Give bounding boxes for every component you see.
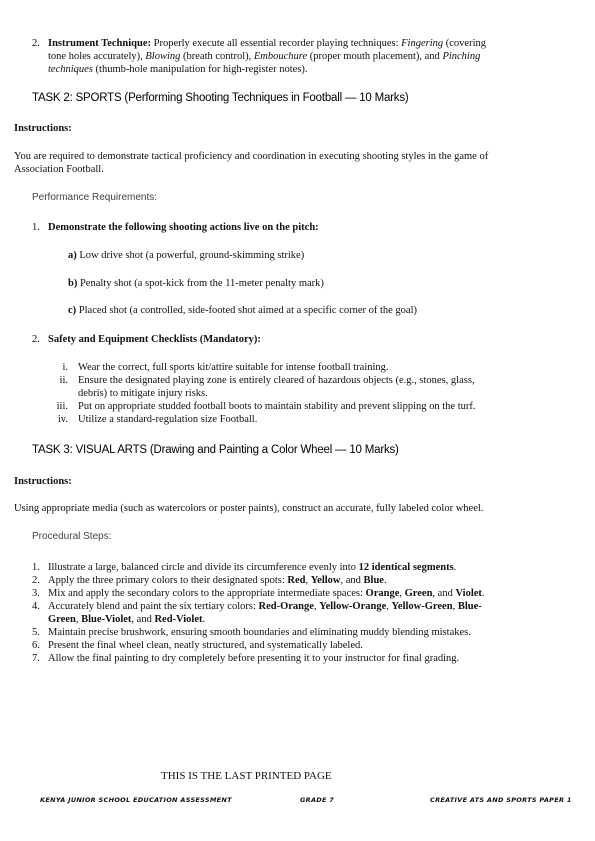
step-text: Illustrate a large, balanced circle and divide its circumference evenly into: [48, 562, 359, 573]
roman-numeral: ii.: [59, 375, 68, 386]
procedural-steps-label: Procedural Steps:: [32, 531, 112, 542]
step-text: .: [453, 562, 457, 573]
step-text: ,: [386, 601, 392, 612]
step-text: , and: [340, 575, 364, 586]
step-item: [32, 652, 567, 665]
color-name: Violet: [455, 588, 482, 599]
footer-right: CREATIVE ATS AND SPORTS PAPER 1: [430, 796, 572, 804]
color-name: Yellow: [310, 575, 341, 586]
item-term: Blowing: [145, 51, 181, 62]
performance-requirements-label: Performance Requirements:: [32, 192, 158, 203]
step-text: .: [383, 575, 387, 586]
safety-text: Utilize a standard-regulation size Football.: [78, 414, 258, 425]
safety-item: [42, 361, 572, 374]
task3-heading: TASK 3: VISUAL ARTS (Drawing and Painting a Color Wheel — 10 Marks): [32, 444, 399, 456]
shot-letter: c): [68, 305, 77, 316]
step-text: Apply the three primary colors to their designated spots:: [48, 575, 288, 586]
instructions-line: Association Football.: [14, 164, 104, 175]
item-text: (thumb-hole manipulation for high-register notes).: [92, 64, 308, 75]
footer-left: KENYA JUNIOR SCHOOL EDUCATION ASSESSMENT: [40, 796, 232, 804]
step-text: Mix and apply the secondary colors to the appropriate intermediate spaces:: [48, 588, 366, 599]
instructions-line: You are required to demonstrate tactical proficiency and coordination in executing shooting styles in the game of: [14, 151, 489, 162]
requirement-2: [32, 334, 261, 345]
step-text: Allow the final painting to dry completely before presenting it to your instructor for final grading.: [48, 653, 460, 664]
roman-numeral: i.: [62, 362, 68, 373]
shot-item: [68, 278, 324, 289]
item-number: 2.: [32, 575, 40, 586]
color-name: Green: [404, 588, 433, 599]
item-text: (breath control),: [180, 51, 254, 62]
safety-list: [42, 361, 572, 426]
last-page-notice: THIS IS THE LAST PRINTED PAGE: [161, 770, 332, 782]
step-text: Maintain precise brushwork, ensuring smooth boundaries and eliminating muddy blending mistakes.: [48, 627, 471, 638]
item-number: 7.: [32, 653, 40, 664]
step-item: [32, 600, 567, 613]
shot-text: Low drive shot (a powerful, ground-skimming strike): [76, 250, 305, 261]
safety-item: [42, 400, 572, 413]
task2-heading: TASK 2: SPORTS (Performing Shooting Techniques in Football — 10 Marks): [32, 92, 409, 104]
safety-item: [42, 374, 572, 387]
color-name: Yellow-Green: [391, 601, 453, 612]
safety-text: Wear the correct, full sports kit/attire suitable for intense football training.: [78, 362, 389, 373]
instrument-technique-item: [32, 37, 562, 76]
item-term: Fingering: [401, 38, 444, 49]
step-text: ,: [452, 601, 458, 612]
step-item-continued: [32, 613, 567, 626]
step-text: .: [202, 614, 206, 625]
task3-instructions: Using appropriate media (such as watercolors or poster paints), construct an accurate, fully labeled color wheel.: [14, 503, 484, 514]
color-name: Blue: [363, 575, 384, 586]
item-term: techniques: [48, 64, 93, 75]
shot-item: [68, 305, 417, 316]
step-text: , and: [432, 588, 456, 599]
task3-instructions-label: Instructions:: [14, 476, 72, 487]
safety-text: Put on appropriate studded football boots to maintain stability and prevent slipping on the turf.: [78, 401, 476, 412]
requirement-1: [32, 222, 319, 233]
item-number: 2.: [32, 334, 40, 345]
item-text: Properly execute all essential recorder playing techniques:: [150, 38, 402, 49]
item-term: Pinching: [442, 51, 481, 62]
task2-instructions: [14, 150, 574, 176]
roman-numeral: iii.: [56, 401, 68, 412]
color-name: Green: [48, 614, 76, 625]
item-label: Instrument Technique:: [48, 38, 151, 49]
footer-center: GRADE 7: [300, 796, 335, 804]
shot-item: [68, 250, 304, 261]
task2-instructions-label: Instructions:: [14, 123, 72, 134]
item-text: (covering: [443, 38, 486, 49]
requirement-title: Demonstrate the following shooting actions live on the pitch:: [48, 222, 319, 233]
step-text: Present the final wheel clean, neatly structured, and systematically labeled.: [48, 640, 363, 651]
step-text: ,: [75, 614, 82, 625]
color-name: Red: [287, 575, 306, 586]
step-text: ,: [313, 601, 320, 612]
roman-numeral: iv.: [57, 414, 68, 425]
item-number: 1.: [32, 222, 40, 233]
requirement-title: Safety and Equipment Checklists (Mandatory):: [48, 334, 261, 345]
item-number: 5.: [32, 627, 40, 638]
step-text: ,: [305, 575, 311, 586]
item-number: 3.: [32, 588, 40, 599]
item-text: (proper mouth placement), and: [307, 51, 443, 62]
item-number: 6.: [32, 640, 40, 651]
safety-text: Ensure the designated playing zone is entirely cleared of hazardous objects (e.g., stones, glass,: [78, 375, 475, 386]
step-item: [32, 574, 567, 587]
step-text: , and: [131, 614, 155, 625]
step-item: [32, 587, 567, 600]
step-item: [32, 626, 567, 639]
color-name: Red-Violet: [154, 614, 203, 625]
color-name: Blue-: [457, 601, 482, 612]
step-item: [32, 561, 567, 574]
item-number: 4.: [32, 601, 40, 612]
shot-text: Placed shot (a controlled, side-footed shot aimed at a specific corner of the goal): [76, 305, 418, 316]
item-term: Embouchure: [253, 51, 308, 62]
item-number: 2.: [32, 38, 40, 49]
color-name: Red-Orange: [258, 601, 314, 612]
item-number: 1.: [32, 562, 40, 573]
shot-letter: a): [68, 250, 77, 261]
safety-item: [42, 413, 572, 426]
procedural-steps-list: [32, 561, 567, 665]
safety-text: debris) to mitigate injury risks.: [78, 388, 208, 399]
color-name: Orange: [365, 588, 400, 599]
step-item: [32, 639, 567, 652]
step-text: Accurately blend and paint the six tertiary colors:: [48, 601, 259, 612]
shot-text: Penalty shot (a spot-kick from the 11-meter penalty mark): [77, 278, 324, 289]
item-text: tone holes accurately),: [48, 51, 146, 62]
step-text: .: [481, 588, 485, 599]
color-name: Blue-Violet: [81, 614, 132, 625]
shot-letter: b): [68, 278, 78, 289]
step-emphasis: 12 identical segments: [358, 562, 454, 573]
color-name: Yellow-Orange: [319, 601, 387, 612]
step-text: ,: [399, 588, 405, 599]
